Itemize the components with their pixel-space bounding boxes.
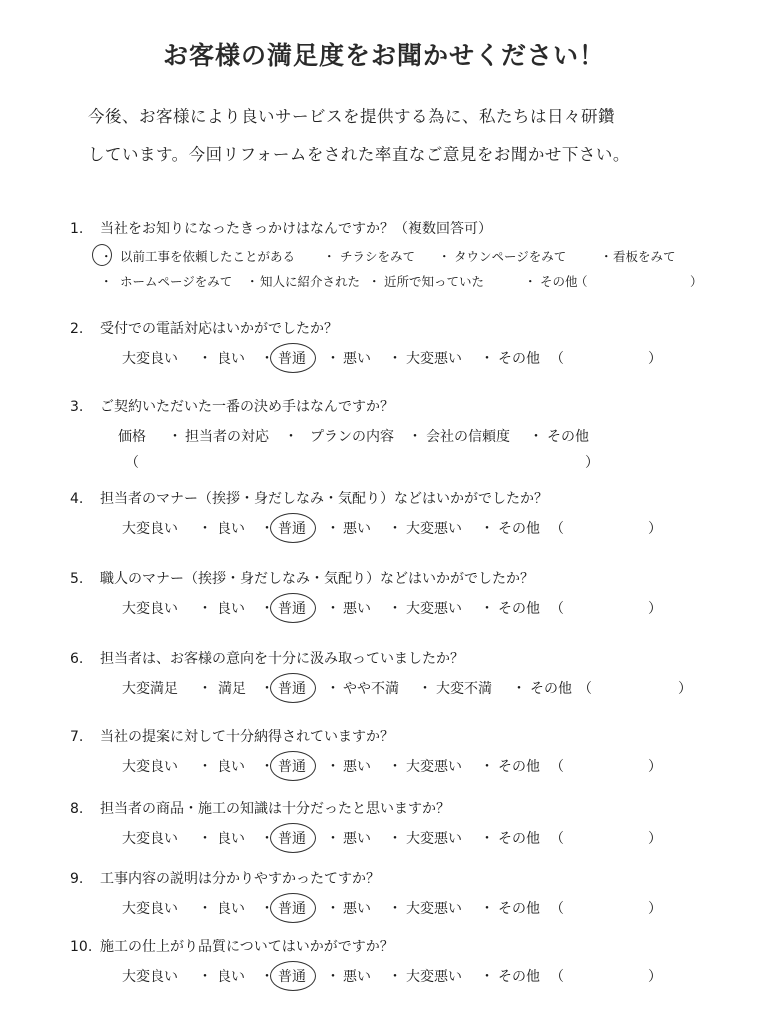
other-paren-close: ） xyxy=(648,901,662,917)
separator: ・ xyxy=(408,429,422,445)
other-paren-open: （ xyxy=(550,901,564,917)
option-4[interactable]: 悪い xyxy=(343,901,371,917)
separator: ・ xyxy=(100,274,113,289)
option-5[interactable]: 大変悪い xyxy=(406,901,462,917)
other-paren-open: （ xyxy=(550,351,564,367)
other-paren-open: （ xyxy=(550,759,564,775)
option-8[interactable]: その他 xyxy=(540,274,578,289)
option-2[interactable]: 良い xyxy=(217,831,245,847)
separator: ・ xyxy=(198,601,212,617)
question-label: 担当者は、お客様の意向を十分に汲み取っていましたか？ xyxy=(100,651,464,667)
other-paren-close: ） xyxy=(648,601,662,617)
other-paren-close: ） xyxy=(678,681,692,697)
option-1[interactable]: 大変良い xyxy=(122,601,178,617)
separator: ・ xyxy=(260,969,274,985)
separator: ・ xyxy=(260,901,274,917)
other-paren-close: ） xyxy=(690,274,703,289)
separator: ・ xyxy=(326,601,340,617)
option-4[interactable]: 悪い xyxy=(343,831,371,847)
question-text xyxy=(70,936,750,956)
options-row-2 xyxy=(70,272,750,294)
other-paren-open: （ xyxy=(575,274,588,289)
separator: ・ xyxy=(418,681,432,697)
question-3 xyxy=(70,396,750,474)
question-text xyxy=(70,568,750,588)
separator: ・ xyxy=(524,274,537,289)
options-row-1 xyxy=(70,247,750,269)
option-5[interactable]: 大変悪い xyxy=(406,831,462,847)
separator: ・ xyxy=(529,429,543,445)
separator: ・ xyxy=(600,249,613,264)
separator: ・ xyxy=(326,831,340,847)
option-5[interactable]: 大変悪い xyxy=(406,969,462,985)
separator: ・ xyxy=(323,249,336,264)
option-4[interactable]: 悪い xyxy=(343,521,371,537)
question-number: 10. xyxy=(70,939,93,955)
option-3[interactable]: 普通 xyxy=(278,759,306,775)
question-10 xyxy=(70,936,750,988)
separator: ・ xyxy=(260,831,274,847)
option-3[interactable]: 普通 xyxy=(278,681,306,697)
separator: ・ xyxy=(480,901,494,917)
other-row xyxy=(70,452,750,474)
separator: ・ xyxy=(388,831,402,847)
separator: ・ xyxy=(198,351,212,367)
other-paren-close: ） xyxy=(648,969,662,985)
option-2[interactable]: 良い xyxy=(217,601,245,617)
option-2[interactable]: 担当者の対応 xyxy=(185,429,269,445)
option-2[interactable]: 良い xyxy=(217,351,245,367)
question-number: 6. xyxy=(70,651,84,667)
separator: ・ xyxy=(388,521,402,537)
question-label: 受付での電話対応はいかがでしたか？ xyxy=(100,321,338,337)
other-paren-close: ） xyxy=(648,759,662,775)
option-1[interactable]: 価格 xyxy=(118,429,146,445)
separator: ・ xyxy=(480,521,494,537)
other-paren-open: （ xyxy=(125,455,139,471)
other-paren-close: ） xyxy=(648,351,662,367)
option-5[interactable]: 大変悪い xyxy=(406,601,462,617)
option-5[interactable]: その他 xyxy=(547,429,589,445)
question-label: 工事内容の説明は分かりやすかったてすか？ xyxy=(100,871,380,887)
question-4 xyxy=(70,488,750,540)
option-3[interactable]: 普通 xyxy=(278,351,306,367)
separator: ・ xyxy=(388,969,402,985)
separator: ・ xyxy=(326,901,340,917)
question-label: 当社をお知りになったきっかけはなんですか？（複数回答可） xyxy=(100,221,492,237)
separator: ・ xyxy=(480,601,494,617)
other-paren-close: ） xyxy=(648,521,662,537)
option-3[interactable]: プランの内容 xyxy=(310,429,394,445)
option-4[interactable]: 悪い xyxy=(343,351,371,367)
question-1 xyxy=(70,218,750,294)
question-number: 5. xyxy=(70,571,84,587)
option-4[interactable]: 悪い xyxy=(343,601,371,617)
option-2[interactable]: 満足 xyxy=(218,681,246,697)
option-3[interactable]: 普通 xyxy=(278,901,306,917)
option-5[interactable]: ホームページをみて xyxy=(120,274,233,289)
option-6[interactable]: その他 xyxy=(530,681,572,697)
separator: ・ xyxy=(326,759,340,775)
separator: ・ xyxy=(198,969,212,985)
options-row xyxy=(70,756,750,778)
other-paren-open: （ xyxy=(550,831,564,847)
separator: ・ xyxy=(198,521,212,537)
question-5 xyxy=(70,568,750,620)
option-1[interactable]: 大変良い xyxy=(122,521,178,537)
option-1[interactable]: 以前工事を依頼したことがある xyxy=(120,249,296,264)
option-6[interactable]: その他 xyxy=(498,351,540,367)
question-label: 当社の提案に対して十分納得されていますか？ xyxy=(100,729,394,745)
options-row xyxy=(70,598,750,620)
question-number: 4. xyxy=(70,491,84,507)
separator: ・ xyxy=(246,274,259,289)
intro-line-2: しています。今回リフォームをされた率直なご意見をお聞かせ下さい。 xyxy=(88,145,630,164)
option-5[interactable]: 大変悪い xyxy=(406,351,462,367)
option-5[interactable]: 大変悪い xyxy=(406,759,462,775)
other-paren-open: （ xyxy=(550,521,564,537)
option-2[interactable]: チラシをみて xyxy=(340,249,416,264)
other-paren-open: （ xyxy=(550,969,564,985)
separator: ・ xyxy=(388,759,402,775)
option-1[interactable]: 大変満足 xyxy=(122,681,178,697)
option-1[interactable]: 大変良い xyxy=(122,351,178,367)
separator: ・ xyxy=(512,681,526,697)
separator: ・ xyxy=(100,249,113,264)
option-4[interactable]: 会社の信頼度 xyxy=(426,429,510,445)
question-number: 9. xyxy=(70,871,84,887)
option-3[interactable]: タウンページをみて xyxy=(454,249,567,264)
separator: ・ xyxy=(388,351,402,367)
separator: ・ xyxy=(198,901,212,917)
option-7[interactable]: 近所で知っていた xyxy=(384,274,485,289)
question-text xyxy=(70,868,750,888)
option-6[interactable]: その他 xyxy=(498,759,540,775)
separator: ・ xyxy=(260,759,274,775)
separator: ・ xyxy=(480,969,494,985)
option-6[interactable]: 知人に紹介された xyxy=(260,274,361,289)
separator: ・ xyxy=(326,521,340,537)
question-text xyxy=(70,488,750,508)
question-text xyxy=(70,648,750,668)
option-4[interactable]: やや不満 xyxy=(343,681,399,697)
separator: ・ xyxy=(480,351,494,367)
separator: ・ xyxy=(284,429,298,445)
option-3[interactable]: 普通 xyxy=(278,601,306,617)
other-paren-open: （ xyxy=(578,681,592,697)
option-6[interactable]: その他 xyxy=(498,521,540,537)
option-4[interactable]: 悪い xyxy=(343,969,371,985)
question-8 xyxy=(70,798,750,850)
separator: ・ xyxy=(438,249,451,264)
separator: ・ xyxy=(198,831,212,847)
survey-title: お客様の満足度をお聞かせください！ xyxy=(162,41,605,70)
option-2[interactable]: 良い xyxy=(217,969,245,985)
other-paren-close: ） xyxy=(585,455,599,471)
separator: ・ xyxy=(326,969,340,985)
separator: ・ xyxy=(326,681,340,697)
options-row xyxy=(70,518,750,540)
separator: ・ xyxy=(480,831,494,847)
options-row xyxy=(70,828,750,850)
option-3[interactable]: 普通 xyxy=(278,521,306,537)
option-1[interactable]: 大変良い xyxy=(122,901,178,917)
question-text xyxy=(70,218,750,238)
other-paren-close: ） xyxy=(648,831,662,847)
option-4[interactable]: 悪い xyxy=(343,759,371,775)
separator: ・ xyxy=(198,681,212,697)
separator: ・ xyxy=(326,351,340,367)
question-number: 2. xyxy=(70,321,84,337)
separator: ・ xyxy=(388,901,402,917)
question-7 xyxy=(70,726,750,778)
option-3[interactable]: 普通 xyxy=(278,831,306,847)
question-text xyxy=(70,318,750,338)
question-9 xyxy=(70,868,750,920)
option-6[interactable]: その他 xyxy=(498,901,540,917)
question-label: ご契約いただいた一番の決め手はなんですか？ xyxy=(100,399,394,415)
intro-line-1: 今後、お客様により良いサービスを提供する為に、私たちは日々研鑽 xyxy=(88,107,615,126)
question-label: 施工の仕上がり品質についてはいかがですか？ xyxy=(100,939,394,955)
options-row xyxy=(70,678,750,700)
separator: ・ xyxy=(260,521,274,537)
question-2 xyxy=(70,318,750,370)
question-label: 担当者のマナー（挨拶・身だしなみ・気配り）などはいかがでしたか？ xyxy=(100,491,548,507)
option-1[interactable]: 大変良い xyxy=(122,831,178,847)
separator: ・ xyxy=(480,759,494,775)
question-label: 担当者の商品・施工の知識は十分だったと思いますか？ xyxy=(100,801,450,817)
option-2[interactable]: 良い xyxy=(217,901,245,917)
option-2[interactable]: 良い xyxy=(217,759,245,775)
option-5[interactable]: 大変不満 xyxy=(436,681,492,697)
option-1[interactable]: 大変良い xyxy=(122,969,178,985)
question-number: 3. xyxy=(70,399,84,415)
options-row xyxy=(70,348,750,370)
options-row xyxy=(70,426,750,448)
separator: ・ xyxy=(260,681,274,697)
separator: ・ xyxy=(260,351,274,367)
separator: ・ xyxy=(388,601,402,617)
options-row xyxy=(70,966,750,988)
separator: ・ xyxy=(198,759,212,775)
option-2[interactable]: 良い xyxy=(217,521,245,537)
option-6[interactable]: その他 xyxy=(498,831,540,847)
options-row xyxy=(70,898,750,920)
separator: ・ xyxy=(168,429,182,445)
question-number: 8. xyxy=(70,801,84,817)
option-3[interactable]: 普通 xyxy=(278,969,306,985)
question-label: 職人のマナー（挨拶・身だしなみ・気配り）などはいかがでしたか？ xyxy=(100,571,534,587)
question-number: 7. xyxy=(70,729,84,745)
question-number: 1. xyxy=(70,221,84,237)
option-1[interactable]: 大変良い xyxy=(122,759,178,775)
separator: ・ xyxy=(368,274,381,289)
question-6 xyxy=(70,648,750,700)
question-text xyxy=(70,396,750,416)
other-paren-open: （ xyxy=(550,601,564,617)
option-4[interactable]: 看板をみて xyxy=(613,249,676,264)
separator: ・ xyxy=(260,601,274,617)
option-5[interactable]: 大変悪い xyxy=(406,521,462,537)
question-text xyxy=(70,726,750,746)
question-text xyxy=(70,798,750,818)
option-6[interactable]: その他 xyxy=(498,601,540,617)
option-6[interactable]: その他 xyxy=(498,969,540,985)
